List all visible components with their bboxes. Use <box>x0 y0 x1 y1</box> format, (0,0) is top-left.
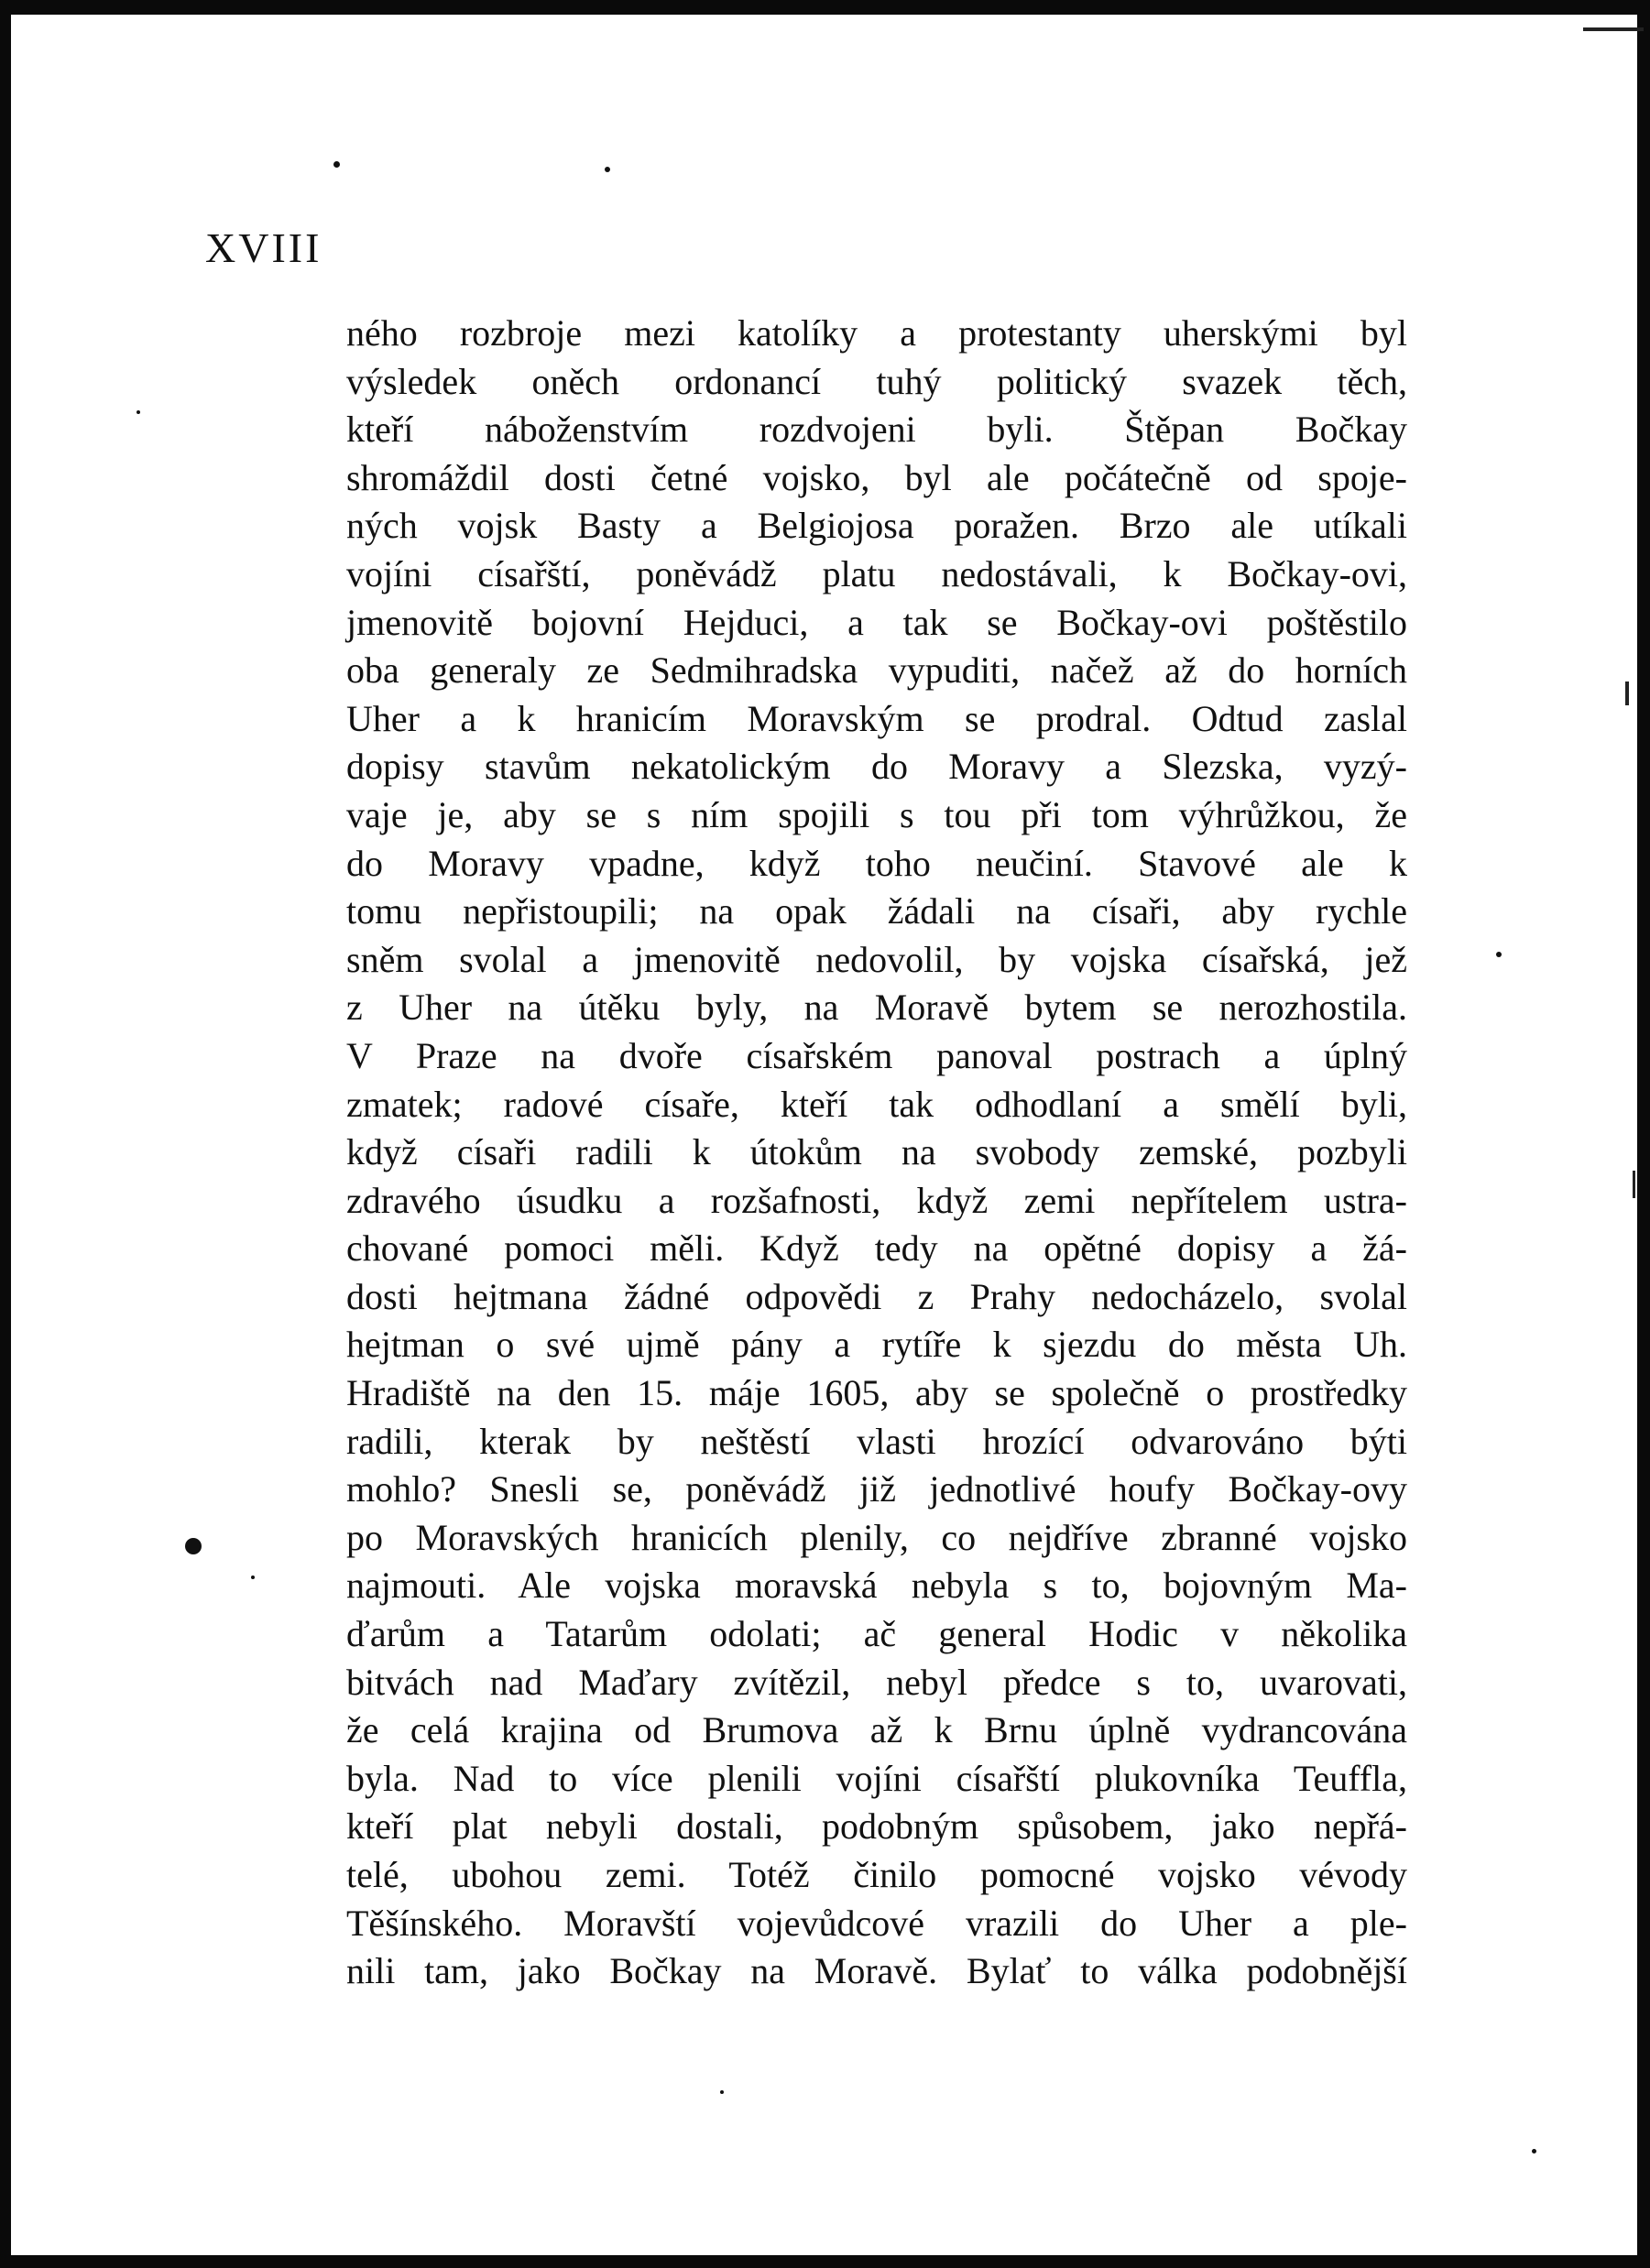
text-line: vojíni císařští, poněvádž platu nedostávali, k Bočkay-ovi, <box>346 552 1407 594</box>
scan-speck <box>1496 952 1502 957</box>
text-line: kteří náboženstvím rozdvojeni byli. Štěpan Bočkay <box>346 409 1407 451</box>
scan-speck <box>333 161 340 168</box>
text-line: dosti hejtmana žádné odpovědi z Prahy nedocházelo, svolal <box>346 1275 1407 1317</box>
text-line: kteří plat nebyli dostali, podobným spůsobem, jako nepřá- <box>346 1805 1407 1848</box>
text-line: když císaři radili k útokům na svobody zemské, pozbyli <box>346 1131 1407 1173</box>
text-line: radili, kterak by neštěstí vlasti hrozící odvarováno býti <box>346 1420 1407 1462</box>
scan-speck <box>137 410 140 414</box>
text-line: že celá krajina od Brumova až k Brnu úplně vydrancována <box>346 1709 1407 1751</box>
scan-edge-mark <box>1633 1171 1635 1198</box>
scan-speck <box>185 1538 202 1554</box>
text-line: z Uher na útěku byly, na Moravě bytem se nerozhostila. <box>346 987 1407 1029</box>
text-line: do Moravy vpadne, když toho neučiní. Stavové ale k <box>346 842 1407 884</box>
text-line: ných vojsk Basty a Belgiojosa poražen. Brzo ale utíkali <box>346 505 1407 547</box>
scan-speck <box>720 2090 724 2094</box>
text-line: hejtman o své ujmě pány a rytíře k sjezdu do města Uh. <box>346 1324 1407 1366</box>
text-line: byla. Nad to více plenili vojíni císařští plukovníka Teuffla, <box>346 1757 1407 1799</box>
text-line: po Moravských hranicích plenily, co nejdříve zbranné vojsko <box>346 1516 1407 1558</box>
body-text <box>346 310 1407 1996</box>
scan-edge-mark <box>1583 27 1644 31</box>
text-line: shromáždil dosti četné vojsko, byl ale počátečně od spoje- <box>346 456 1407 498</box>
text-line: výsledek oněch ordonancí tuhý politický svazek těch, <box>346 360 1407 402</box>
page-number: XVIII <box>205 224 322 271</box>
text-line: bitvách nad Maďary zvítězil, nebyl předce s to, uvarovati, <box>346 1661 1407 1703</box>
text-line: Uher a k hranicím Moravským se prodral. Odtud zaslal <box>346 697 1407 739</box>
text-line: dopisy stavům nekatolickým do Moravy a Slezska, vyzý- <box>346 746 1407 788</box>
text-line: ďarům a Tatarům odolati; ač general Hodic v několika <box>346 1613 1407 1655</box>
text-line: najmouti. Ale vojska moravská nebyla s to, bojovným Ma- <box>346 1565 1407 1607</box>
text-line: ného rozbroje mezi katolíky a protestanty uherskými byl <box>346 312 1407 354</box>
text-line: V Praze na dvoře císařském panoval postrach a úplný <box>346 1034 1407 1076</box>
scan-speck <box>251 1576 255 1579</box>
text-line: jmenovitě bojovní Hejduci, a tak se Bočkay-ovi poštěstilo <box>346 601 1407 643</box>
scan-speck <box>1532 2149 1536 2154</box>
text-line: tomu nepřistoupili; na opak žádali na císaři, aby rychle <box>346 890 1407 932</box>
text-line: nili tam, jako Bočkay na Moravě. Bylať to válka podobnější <box>346 1950 1407 1992</box>
scan-edge-mark <box>1625 681 1629 705</box>
text-line: chované pomoci měli. Když tedy na opětné dopisy a žá- <box>346 1227 1407 1270</box>
text-line: telé, ubohou zemi. Totéž činilo pomocné vojsko vévody <box>346 1854 1407 1895</box>
text-line: Těšínského. Moravští vojevůdcové vrazili do Uher a ple- <box>346 1902 1407 1944</box>
text-line: Hradiště na den 15. máje 1605, aby se společně o prostředky <box>346 1372 1407 1414</box>
text-line: oba generaly ze Sedmihradska vypuditi, načež až do horních <box>346 649 1407 692</box>
text-line: sněm svolal a jmenovitě nedovolil, by vojska císařská, jež <box>346 938 1407 980</box>
text-line: zmatek; radové císaře, kteří tak odhodlaní a smělí byli, <box>346 1083 1407 1125</box>
text-line: mohlo? Snesli se, poněvádž již jednotlivé houfy Bočkay-ovy <box>346 1468 1407 1510</box>
text-line: zdravého úsudku a rozšafnosti, když zemi nepřítelem ustra- <box>346 1179 1407 1221</box>
text-line: vaje je, aby se s ním spojili s tou při tom výhrůžkou, že <box>346 793 1407 835</box>
scan-speck <box>605 167 610 172</box>
